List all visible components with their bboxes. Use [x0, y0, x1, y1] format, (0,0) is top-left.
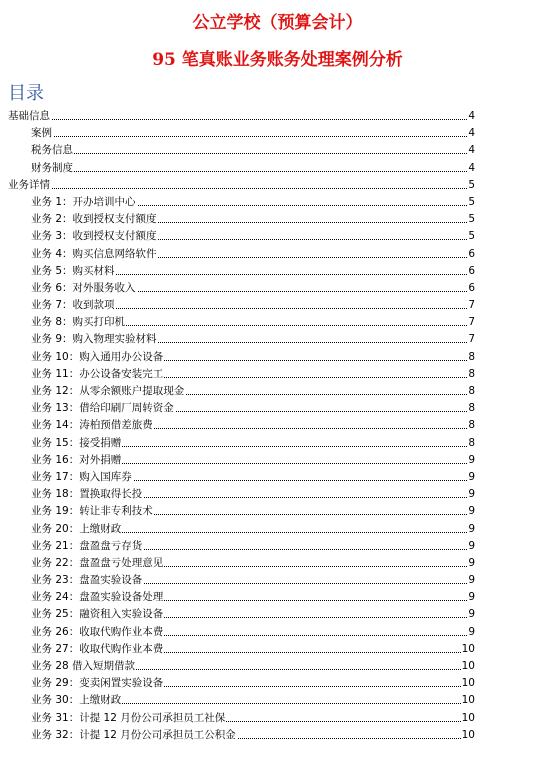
- toc-page-number: 5: [467, 228, 475, 245]
- toc-entry-label: 业务 29：变卖闲置实验设备: [31, 675, 164, 692]
- toc-entry[interactable]: [0, 521, 555, 538]
- toc-page-number: 10: [461, 641, 475, 658]
- toc-entry-label: 业务 1：开办培训中心: [31, 194, 137, 211]
- toc-page-number: 9: [467, 538, 475, 555]
- toc-section-entry[interactable]: [0, 177, 555, 194]
- toc-entry-label: 业务 8：购买打印机: [31, 314, 126, 331]
- toc-entry[interactable]: [0, 555, 555, 572]
- toc-entry-label: 业务 28 借入短期借款: [31, 658, 136, 675]
- toc-page-number: 9: [467, 521, 475, 538]
- toc-entry[interactable]: [0, 125, 555, 142]
- toc-entry-label: 业务 18：置换取得长投: [31, 486, 143, 503]
- toc-entry[interactable]: [0, 400, 555, 417]
- toc-page-number: 8: [467, 417, 475, 434]
- toc-entry[interactable]: [0, 194, 555, 211]
- toc-page-number: 9: [467, 503, 475, 520]
- toc-entry[interactable]: [0, 314, 555, 331]
- toc-page-number: 9: [467, 624, 475, 641]
- toc-entry-label: 业务 22：盘盈盘亏处理意见: [31, 555, 164, 572]
- toc-page-number: 5: [467, 177, 475, 194]
- toc-page-number: 10: [461, 710, 475, 727]
- toc-entry-label: 财务制度: [31, 160, 74, 177]
- toc-entry[interactable]: [0, 710, 555, 727]
- toc-entry[interactable]: [0, 349, 555, 366]
- toc-entry[interactable]: [0, 383, 555, 400]
- toc-entry[interactable]: [0, 142, 555, 159]
- toc-page-number: 8: [467, 435, 475, 452]
- toc-entry-label: 业务 17：购入国库券: [31, 469, 133, 486]
- toc-entry-label: 业务 23：盘盈实验设备: [31, 572, 143, 589]
- toc-page-number: 10: [461, 675, 475, 692]
- toc-entry[interactable]: [0, 658, 555, 675]
- toc-entry-label: 业务 16：对外捐赠: [31, 452, 122, 469]
- toc-entry-label: 业务 30：上缴财政: [31, 692, 122, 709]
- toc-entry[interactable]: [0, 160, 555, 177]
- toc-entry-label: 业务 6：对外服务收入: [31, 280, 137, 297]
- toc-page-number: 9: [467, 555, 475, 572]
- toc-entry-label: 业务 31：计提 12 月份公司承担员工社保: [31, 710, 226, 727]
- toc-entry[interactable]: [0, 452, 555, 469]
- toc-entry-label: 业务 14：涛柏预借差旅费: [31, 417, 154, 434]
- toc-entry[interactable]: [0, 435, 555, 452]
- toc-dot-leader: [31, 170, 469, 172]
- toc-entry[interactable]: [0, 469, 555, 486]
- toc-page-number: 9: [467, 469, 475, 486]
- toc-entry[interactable]: [0, 675, 555, 692]
- toc-entry[interactable]: [0, 538, 555, 555]
- toc-page-number: 10: [461, 658, 475, 675]
- toc-page-number: 8: [467, 383, 475, 400]
- toc-page-number: 9: [467, 606, 475, 623]
- toc-page-number: 7: [467, 297, 475, 314]
- toc-dot-leader: [31, 135, 469, 137]
- toc-page-number: 4: [467, 142, 475, 159]
- toc-page-number: 8: [467, 349, 475, 366]
- toc-entry-label: 业务 2：收到授权支付额度: [31, 211, 158, 228]
- toc-entry[interactable]: [0, 589, 555, 606]
- toc-entry-label: 业务 13：借给印刷厂周转资金: [31, 400, 175, 417]
- toc-entry[interactable]: [0, 417, 555, 434]
- toc-page-number: 9: [467, 486, 475, 503]
- toc-entry[interactable]: [0, 572, 555, 589]
- toc-entry-label: 税务信息: [31, 142, 74, 159]
- toc-entry-label: 业务 5：购买材料: [31, 263, 116, 280]
- toc-page-number: 6: [467, 263, 475, 280]
- toc-entry-label: 业务 25：融资租入实验设备: [31, 606, 164, 623]
- toc-page-number: 9: [467, 589, 475, 606]
- toc-entry-label: 业务 12：从零余额账户提取现金: [31, 383, 185, 400]
- toc-entry-label: 业务 3：收到授权支付额度: [31, 228, 158, 245]
- toc-page-number: 8: [467, 400, 475, 417]
- toc-entry[interactable]: [0, 280, 555, 297]
- toc-entry[interactable]: [0, 211, 555, 228]
- toc-entry[interactable]: [0, 228, 555, 245]
- table-of-contents: [0, 108, 555, 744]
- toc-dot-leader: [8, 118, 469, 120]
- toc-entry[interactable]: [0, 297, 555, 314]
- toc-page-number: 9: [467, 572, 475, 589]
- toc-page-number: 6: [467, 280, 475, 297]
- toc-entry[interactable]: [0, 606, 555, 623]
- toc-dot-leader: [8, 187, 469, 189]
- toc-entry-label: 业务 26：收取代购作业本费: [31, 624, 164, 641]
- toc-page-number: 9: [467, 452, 475, 469]
- toc-entry-label: 业务 24：盘盈实验设备处理: [31, 589, 164, 606]
- toc-entry[interactable]: [0, 624, 555, 641]
- toc-entry[interactable]: [0, 486, 555, 503]
- toc-page-number: 6: [467, 246, 475, 263]
- document-subtitle: 95 笔真账业务账务处理案例分析: [152, 50, 403, 70]
- toc-page-number: 8: [467, 366, 475, 383]
- document-title: 公立学校（预算会计）: [192, 13, 363, 33]
- toc-page-number: 10: [461, 727, 475, 744]
- toc-entry[interactable]: [0, 503, 555, 520]
- toc-page-number: 10: [461, 692, 475, 709]
- toc-entry-label: 业务 10：购入通用办公设备: [31, 349, 164, 366]
- toc-page-number: 7: [467, 331, 475, 348]
- toc-entry-label: 业务 20：上缴财政: [31, 521, 122, 538]
- toc-entry[interactable]: [0, 641, 555, 658]
- toc-entry-label: 业务 15：接受捐赠: [31, 435, 122, 452]
- toc-page-number: 5: [467, 211, 475, 228]
- toc-entry-label: 业务详情: [8, 177, 51, 194]
- toc-entry-label: 案例: [31, 125, 53, 142]
- toc-entry[interactable]: [0, 246, 555, 263]
- toc-entry-label: 业务 4：购买信息网络软件: [31, 246, 158, 263]
- toc-page-number: 5: [467, 194, 475, 211]
- toc-page-number: 7: [467, 314, 475, 331]
- toc-page-number: 4: [467, 160, 475, 177]
- toc-entry-label: 业务 7：收到款项: [31, 297, 116, 314]
- toc-entry[interactable]: [0, 366, 555, 383]
- toc-page-number: 4: [467, 125, 475, 142]
- toc-section-entry[interactable]: [0, 108, 555, 125]
- toc-entry-label: 业务 19：转让非专利技术: [31, 503, 154, 520]
- toc-entry-label: 业务 27：收取代购作业本费: [31, 641, 164, 658]
- toc-heading: 目录: [8, 83, 44, 104]
- toc-entry[interactable]: [0, 727, 555, 744]
- toc-dot-leader: [31, 152, 469, 154]
- toc-page-number: 4: [467, 108, 475, 125]
- toc-entry[interactable]: [0, 263, 555, 280]
- toc-entry-label: 业务 9：购入物理实验材料: [31, 331, 158, 348]
- toc-entry[interactable]: [0, 692, 555, 709]
- toc-entry-label: 基础信息: [8, 108, 51, 125]
- toc-entry-label: 业务 32：计提 12 月份公司承担员工公积金: [31, 727, 237, 744]
- toc-entry-label: 业务 21：盘盈盘亏存货: [31, 538, 143, 555]
- toc-entry-label: 业务 11：办公设备安装完工: [31, 366, 164, 383]
- toc-entry[interactable]: [0, 331, 555, 348]
